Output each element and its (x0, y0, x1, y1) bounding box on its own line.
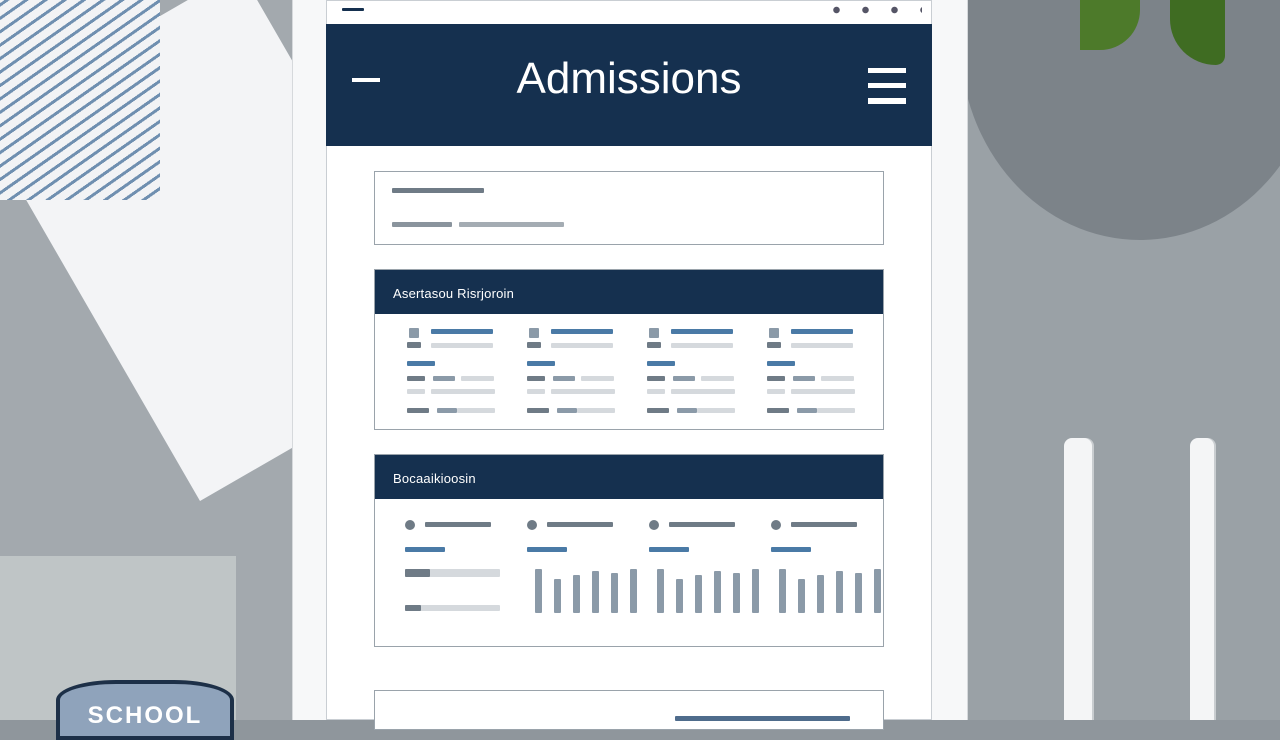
placeholder-bar (673, 376, 695, 381)
placeholder-bar (527, 342, 541, 348)
placeholder-bar (407, 389, 425, 394)
placeholder-bar (407, 408, 429, 413)
placeholder-bar (557, 408, 577, 413)
placeholder-bar (677, 408, 697, 413)
placeholder-bar (649, 328, 659, 338)
placeholder-bar (791, 343, 853, 348)
pen-2 (1190, 438, 1214, 720)
section-header: Bocaaikioosin (375, 455, 883, 499)
placeholder-bar (647, 389, 665, 394)
placeholder-bar (437, 408, 457, 413)
status-indicator (342, 8, 364, 11)
placeholder-bar (527, 408, 549, 413)
chart-bar (695, 575, 702, 613)
chart-bar (874, 569, 881, 613)
placeholder-bar (409, 328, 419, 338)
placeholder-bar (425, 522, 491, 527)
placeholder-bar (405, 605, 421, 611)
chart-bar (817, 575, 824, 613)
chart-bar (836, 571, 843, 613)
chart-bar (592, 571, 599, 613)
section-card-1 (374, 269, 884, 430)
placeholder-bar (791, 329, 853, 334)
placeholder-bar (527, 547, 567, 552)
placeholder-bar (791, 389, 855, 394)
chart-bar (611, 573, 618, 613)
chart-bar (714, 571, 721, 613)
chart-bar (733, 573, 740, 613)
app-header (326, 24, 932, 146)
placeholder-bar (647, 361, 675, 366)
placeholder-bar (461, 376, 494, 381)
chart-bar (779, 569, 786, 613)
placeholder-bar (457, 408, 495, 413)
placeholder-bar (553, 376, 575, 381)
window-dots (822, 6, 922, 14)
chart-bar (752, 569, 759, 613)
chart-bar (855, 573, 862, 613)
dot-icon (649, 520, 659, 530)
chart-bar (798, 579, 805, 613)
placeholder-bar (791, 522, 857, 527)
placeholder-bar (527, 361, 555, 366)
placeholder-bar (527, 389, 545, 394)
placeholder-bar (431, 389, 495, 394)
placeholder-bar (405, 569, 430, 577)
placeholder-bar (671, 343, 733, 348)
chart-bar (535, 569, 542, 613)
placeholder-bar (767, 376, 785, 381)
dot-icon (771, 520, 781, 530)
placeholder-bar (649, 547, 689, 552)
placeholder-bar (767, 342, 781, 348)
placeholder-bar (767, 361, 795, 366)
page-title: Admissions (516, 54, 742, 103)
placeholder-bar (697, 408, 735, 413)
placeholder-bar (669, 522, 735, 527)
chart-bar (573, 575, 580, 613)
placeholder-bar (433, 376, 455, 381)
menu-icon[interactable] (868, 68, 906, 104)
placeholder-bar (407, 376, 425, 381)
chart-bar (676, 579, 683, 613)
chart-bar (554, 579, 561, 613)
placeholder-bar (407, 361, 435, 366)
placeholder-bar (793, 376, 815, 381)
placeholder-bar (647, 376, 665, 381)
section-card-3 (374, 690, 884, 730)
placeholder-bar (671, 389, 735, 394)
section-card-2 (374, 454, 884, 647)
pen-1 (1064, 438, 1092, 720)
placeholder-bar (647, 342, 661, 348)
paper-lines (0, 0, 160, 200)
dot-icon (405, 520, 415, 530)
placeholder-bar (771, 547, 811, 552)
placeholder-bar (767, 408, 789, 413)
dot-icon (527, 520, 537, 530)
placeholder-bar (769, 328, 779, 338)
placeholder-bar (407, 342, 421, 348)
placeholder-bar (551, 343, 613, 348)
placeholder-bar (529, 328, 539, 338)
chart-bar (657, 569, 664, 613)
chart-bar (630, 569, 637, 613)
placeholder-bar (797, 408, 817, 413)
placeholder-bar (701, 376, 734, 381)
placeholder-bar (817, 408, 855, 413)
placeholder-bar (547, 522, 613, 527)
placeholder-bar (767, 389, 785, 394)
placeholder-bar (577, 408, 615, 413)
section-header: Asertasou Risrjoroin (375, 270, 883, 314)
placeholder-bar (551, 389, 615, 394)
placeholder-bar (527, 376, 545, 381)
placeholder-bar (821, 376, 854, 381)
school-badge: SCHOOL (56, 680, 234, 740)
search-card[interactable] (374, 171, 884, 245)
placeholder-bar (581, 376, 614, 381)
placeholder-bar (551, 329, 613, 334)
placeholder-bar (405, 547, 445, 552)
placeholder-bar (671, 329, 733, 334)
placeholder-bar (647, 408, 669, 413)
placeholder-bar (431, 329, 493, 334)
status-bar (326, 0, 932, 24)
placeholder-bar (431, 343, 493, 348)
